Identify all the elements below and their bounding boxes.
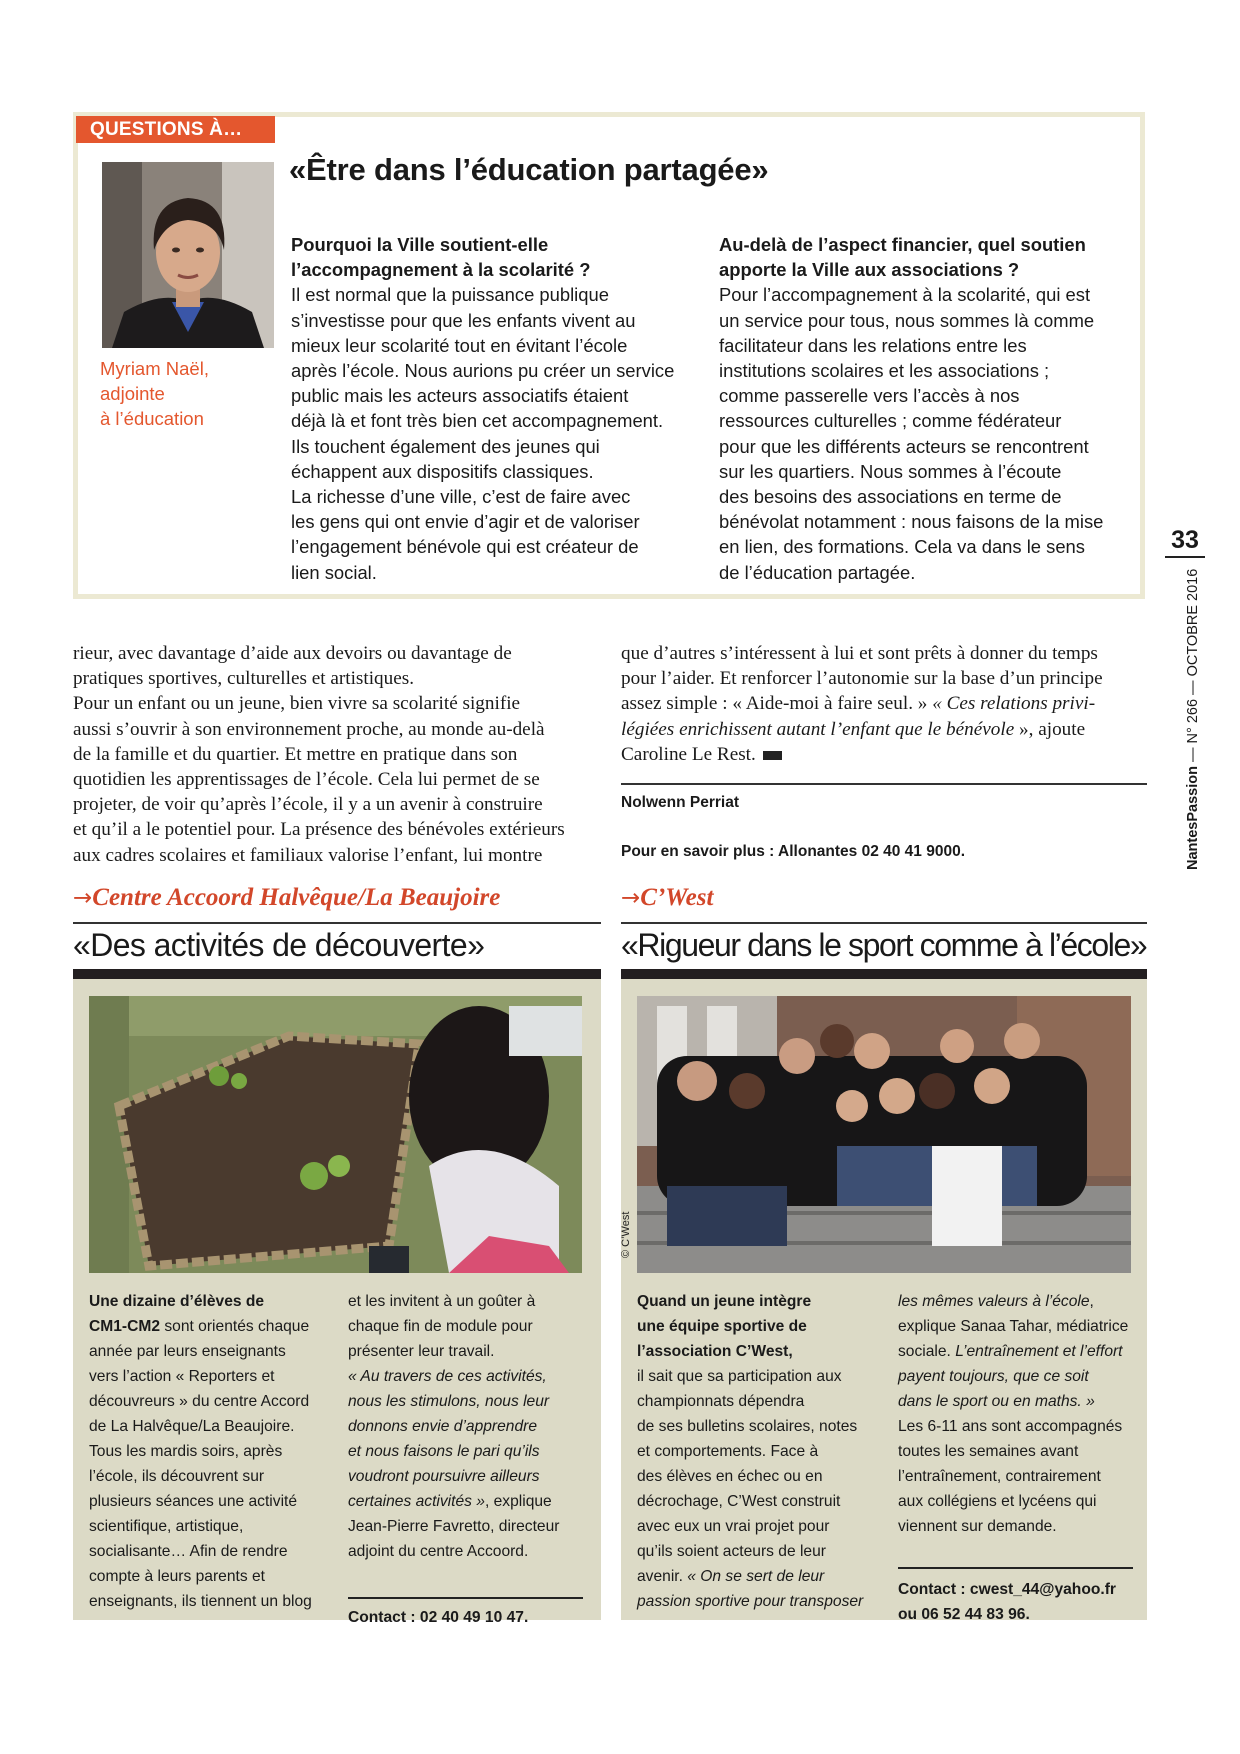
- interview-column-1: [291, 232, 691, 585]
- quote-text: légiées enrichissent autant l’enfant que le bénévole: [621, 718, 1015, 740]
- text-line: explique Sanaa Tahar, médiatrice: [898, 1318, 1129, 1335]
- article-line: de la famille et du quartier. Et mettre en pratique dans son: [73, 743, 518, 765]
- answer-line: sur les quartiers. Nous sommes à l’écoute: [719, 460, 1062, 482]
- text-line: Les 6-11 ans sont accompagnés: [898, 1418, 1123, 1435]
- end-mark-icon: [763, 751, 782, 760]
- interview-column-2: [719, 232, 1129, 585]
- article-line: et qu’il a le potentiel pour. La présence des bénévoles extérieurs: [73, 819, 565, 841]
- text-line: Quand un jeune intègre: [637, 1293, 812, 1310]
- article-text: assez simple : « Aide-moi à faire seul. »: [621, 693, 933, 715]
- article-line: [621, 742, 1147, 767]
- text-line: [89, 1314, 329, 1339]
- article-line: projeter, de voir qu’après l’école, il y a un avenir à construire: [73, 794, 543, 816]
- headline-bar: [621, 969, 1147, 979]
- article-column-right: [621, 641, 1147, 767]
- text-line: [898, 1339, 1143, 1364]
- answer-line: l’engagement bénévole qui est créateur de: [291, 536, 639, 558]
- answer-line: après l’école. Nous aurions pu créer un service: [291, 360, 675, 382]
- folio-divider: [1165, 556, 1205, 558]
- contact-email: Contact : cwest_44@yahoo.fr: [898, 1581, 1116, 1598]
- section-tag: QUESTIONS À…: [76, 116, 275, 143]
- answer-line: bénévolat notamment : nous faisons de la mise: [719, 511, 1104, 533]
- section-headline: «Rigueur dans le sport comme à l’école»: [621, 927, 1147, 963]
- text-line: l’association C’West,: [637, 1343, 793, 1360]
- article-column-left: [73, 641, 601, 868]
- text-line: chaque fin de module pour: [348, 1318, 533, 1335]
- section-kicker: [621, 884, 713, 912]
- text-line: et nous faisons le pari qu’ils: [348, 1443, 540, 1460]
- text-line: adjoint du centre Accoord.: [348, 1543, 529, 1560]
- text: , explique: [484, 1493, 552, 1510]
- text-line: décrochage, C’West construit: [637, 1493, 841, 1510]
- text-line: et comportements. Face à: [637, 1443, 819, 1460]
- kicker-text: Centre Accoord Halvêque/La Beaujoire: [92, 884, 501, 911]
- answer-line: Il est normal que la puissance publique: [291, 284, 609, 306]
- article-line: pour l’aider. Et renforcer l’autonomie sur la base d’un principe: [621, 668, 1103, 690]
- answer-line: facilitateur dans les relations entre les: [719, 334, 1027, 356]
- answer-line: lien social.: [291, 561, 377, 583]
- text-line: enseignants, ils tiennent un blog: [89, 1593, 312, 1610]
- portrait-caption: [100, 356, 209, 431]
- text-line: voudront poursuivre ailleurs: [348, 1468, 540, 1485]
- answer-line: des besoins des associations en terme de: [719, 486, 1062, 508]
- answer-line: Pour l’accompagnement à la scolarité, qui est: [719, 284, 1091, 306]
- text-line: plusieurs séances une activité: [89, 1493, 298, 1510]
- issue-info: — N° 266 — OCTOBRE 2016: [1185, 568, 1201, 767]
- author-divider: [621, 783, 1147, 785]
- text-line: compte à leurs parents et: [89, 1568, 265, 1585]
- text-line: de ses bulletins scolaires, notes: [637, 1418, 858, 1435]
- text-line: scientifique, artistique,: [89, 1518, 244, 1535]
- section-divider: [621, 922, 1147, 924]
- interview-title: «Être dans l’éducation partagée»: [289, 152, 769, 187]
- text: sont orientés chaque: [160, 1318, 310, 1335]
- answer-line: Ils touchent également des jeunes qui: [291, 435, 600, 457]
- answer-line: ressources culturelles ; comme fédérateur: [719, 410, 1062, 432]
- question-line: l’accompagnement à la scolarité ?: [291, 259, 591, 281]
- text-line: [637, 1564, 882, 1589]
- team-photo: [637, 996, 1131, 1273]
- article-line: pratiques sportives, culturelles et artistiques.: [73, 668, 415, 690]
- text-line: aux collégiens et lycéens qui: [898, 1493, 1097, 1510]
- article-line: quotidien les apprentissages de l’école. Cela lui permet de se: [73, 769, 540, 791]
- answer-line: en lien, des formations. Cela va dans le sens: [719, 536, 1085, 558]
- folio-text: [1185, 570, 1201, 870]
- caption-line: Myriam Naël,: [100, 358, 209, 379]
- answer-line: s’investisse pour que les enfants vivent au: [291, 309, 636, 331]
- text-line: vers l’action « Reporters et: [89, 1368, 275, 1385]
- answer-line: de l’éducation partagée.: [719, 561, 916, 583]
- magazine-name: NantesPassion: [1185, 766, 1201, 870]
- italic-text: « On se sert de leur: [687, 1568, 825, 1585]
- italic-text: certaines activités »: [348, 1493, 485, 1510]
- text-line: de La Halvêque/La Beaujoire.: [89, 1418, 295, 1435]
- portrait-photo: [102, 162, 274, 348]
- section-divider: [73, 922, 601, 924]
- article-line: aux cadres scolaires et familiaux valorise l’enfant, lui montre: [73, 844, 543, 866]
- article-line: [621, 717, 1147, 742]
- headline-bar: [73, 969, 601, 979]
- section1-column-2: [348, 1289, 588, 1564]
- author-byline: Nolwenn Perriat: [621, 794, 739, 811]
- section-kicker: [73, 884, 500, 912]
- section2-column-2: [898, 1289, 1143, 1539]
- article-line: Pour un enfant ou un jeune, bien vivre sa scolarité signifie: [73, 693, 521, 715]
- text-line: [348, 1489, 588, 1514]
- article-line: [621, 691, 1147, 716]
- italic-text: L’entraînement et l’effort: [955, 1343, 1123, 1360]
- text-line: et les invitent à un goûter à: [348, 1293, 536, 1310]
- contact-info: [898, 1577, 1116, 1627]
- contact-divider: [898, 1567, 1133, 1569]
- kicker-text: C’West: [640, 884, 714, 911]
- article-text: », ajoute: [1014, 718, 1086, 740]
- text-line: qu’ils soient acteurs de leur: [637, 1543, 826, 1560]
- article-line: rieur, avec davantage d’aide aux devoirs ou davantage de: [73, 643, 512, 664]
- section1-column-1: [89, 1289, 329, 1614]
- contact-divider: [348, 1597, 583, 1599]
- text-line: championnats dépendra: [637, 1393, 805, 1410]
- text-line: Une dizaine d’élèves de: [89, 1293, 265, 1310]
- text-line: viennent sur demande.: [898, 1518, 1057, 1535]
- answer-line: La richesse d’une ville, c’est de faire avec: [291, 486, 631, 508]
- answer-line: pour que les différents acteurs se rencontrent: [719, 435, 1089, 457]
- text-line: présenter leur travail.: [348, 1343, 495, 1360]
- text-line: payent toujours, que ce soit: [898, 1368, 1089, 1385]
- text-line: avec eux un vrai projet pour: [637, 1518, 830, 1535]
- section-headline: «Des activités de découverte»: [73, 927, 485, 963]
- article-line: que d’autres s’intéressent à lui et sont prêts à donner du temps: [621, 643, 1098, 664]
- question-line: apporte la Ville aux associations ?: [719, 259, 1020, 281]
- question-line: Pourquoi la Ville soutient-elle: [291, 234, 549, 255]
- text-line: « Au travers de ces activités,: [348, 1368, 547, 1385]
- page-number: 33: [1171, 526, 1199, 554]
- answer-line: déjà là et font très bien cet accompagnement.: [291, 410, 664, 432]
- text: avenir.: [637, 1568, 688, 1585]
- answer-line: public mais les acteurs associatifs étaient: [291, 385, 629, 407]
- text-line: [898, 1289, 1143, 1314]
- answer-line: comme passerelle vers l’accès à nos: [719, 385, 1020, 407]
- article-line: aussi s’ouvrir à son environnement proche, au monde au-delà: [73, 718, 545, 740]
- text-line: année par leurs enseignants: [89, 1343, 286, 1360]
- italic-text: les mêmes valeurs à l’école: [898, 1293, 1090, 1310]
- answer-line: échappent aux dispositifs classiques.: [291, 460, 594, 482]
- text-line: Tous les mardis soirs, après: [89, 1443, 283, 1460]
- article-text: Caroline Le Rest.: [621, 743, 756, 765]
- section2-column-1: [637, 1289, 882, 1614]
- text-line: donnons envie d’apprendre: [348, 1418, 538, 1435]
- caption-line: adjointe: [100, 383, 165, 404]
- text: sociale.: [898, 1343, 956, 1360]
- answer-line: mieux leur scolarité tout en évitant l’école: [291, 334, 628, 356]
- contact-info: Contact : 02 40 49 10 47.: [348, 1609, 529, 1626]
- garden-photo: [89, 996, 582, 1273]
- text-line: toutes les semaines avant: [898, 1443, 1079, 1460]
- text: ,: [1089, 1293, 1094, 1310]
- answer-line: institutions scolaires et les associations ;: [719, 360, 1050, 382]
- caption-line: à l’éducation: [100, 408, 204, 429]
- text-line: passion sportive pour transposer: [637, 1593, 864, 1610]
- text-line: des élèves en échec ou en: [637, 1468, 823, 1485]
- bold-text: CM1-CM2: [89, 1318, 161, 1335]
- arrow-right-icon: →: [73, 885, 93, 911]
- arrow-right-icon: →: [621, 885, 641, 911]
- text-line: dans le sport ou en maths. »: [898, 1393, 1095, 1410]
- answer-line: un service pour tous, nous sommes là comme: [719, 309, 1095, 331]
- text-line: l’école, ils découvrent sur: [89, 1468, 265, 1485]
- text-line: l’entraînement, contrairement: [898, 1468, 1101, 1485]
- contact-phone: ou 06 52 44 83 96.: [898, 1606, 1030, 1623]
- more-info: Pour en savoir plus : Allonantes 02 40 41 9000.: [621, 843, 966, 860]
- question-line: Au-delà de l’aspect financier, quel soutien: [719, 234, 1086, 255]
- text-line: nous les stimulons, nous leur: [348, 1393, 550, 1410]
- text-line: il sait que sa participation aux: [637, 1368, 842, 1385]
- photo-credit: © C’West: [620, 1211, 632, 1258]
- text-line: Jean-Pierre Favretto, directeur: [348, 1518, 560, 1535]
- answer-line: les gens qui ont envie d’agir et de valoriser: [291, 511, 640, 533]
- text-line: une équipe sportive de: [637, 1318, 807, 1335]
- text-line: socialisante… Afin de rendre: [89, 1543, 288, 1560]
- quote-text: « Ces relations privi-: [932, 693, 1096, 715]
- text-line: découvreurs » du centre Accord: [89, 1393, 310, 1410]
